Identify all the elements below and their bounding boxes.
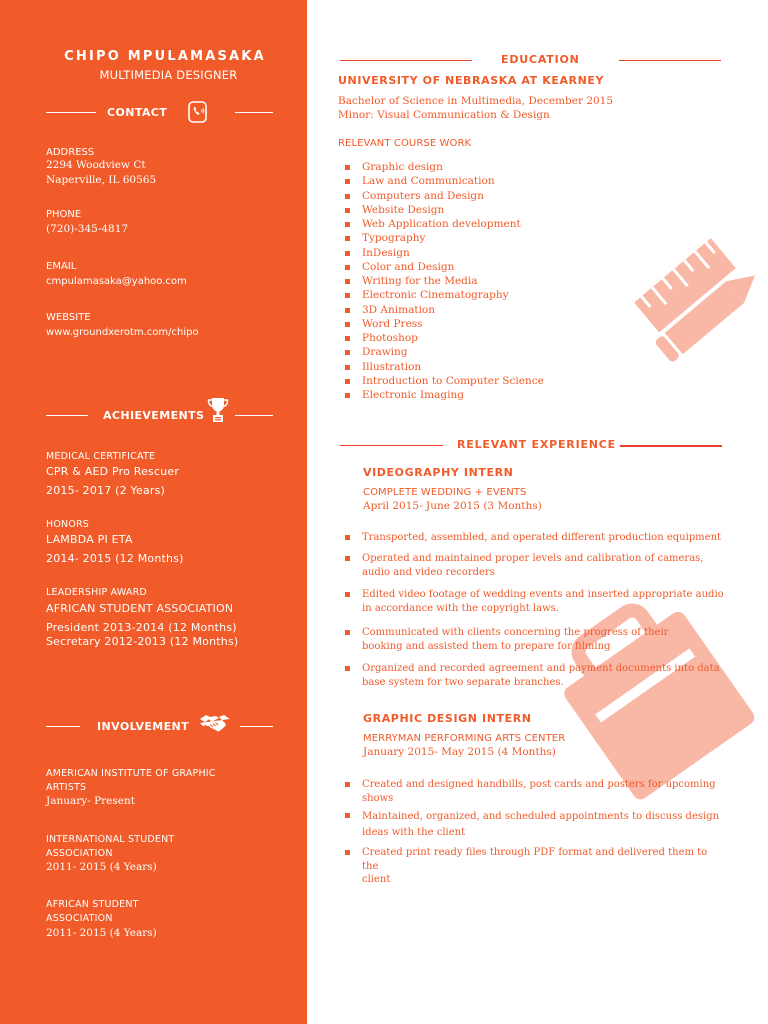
bullet <box>345 265 350 270</box>
course-name: Writing for the Media <box>362 275 478 287</box>
duty-line: base system for two separate branches. <box>362 676 564 688</box>
course-name: Typography <box>362 232 426 245</box>
education-heading-label: EDUCATION <box>501 53 580 66</box>
involvement-date: 2011- 2015 (4 Years) <box>46 927 157 939</box>
duty-item <box>345 552 725 579</box>
list-item <box>345 160 544 174</box>
pencil-ruler-icon <box>617 196 768 366</box>
bullet <box>345 179 350 184</box>
list-item <box>345 246 544 260</box>
course-name: Photoshop <box>362 332 418 344</box>
list-item <box>345 174 544 188</box>
duty-line: Edited video footage of wedding events and inserted appropriate audio <box>362 589 724 600</box>
duty-item <box>345 662 725 689</box>
duty-line: Maintained, organized, and scheduled appointments to discuss design <box>362 811 720 822</box>
course-name: Web Application development <box>362 218 521 230</box>
heading-rule <box>46 112 96 113</box>
achievement-title: LAMBDA PI ETA <box>46 533 133 546</box>
bullet <box>345 850 350 855</box>
achievement-date: Secretary 2012-2013 (12 Months) <box>46 635 239 648</box>
heading-rule <box>620 445 722 447</box>
bullet <box>345 279 350 284</box>
job-dates: April 2015- June 2015 (3 Months) <box>363 500 542 512</box>
list-item <box>345 189 544 203</box>
minor: Minor: Visual Communication & Design <box>338 109 550 121</box>
list-item <box>345 231 544 245</box>
involvement-name: AFRICAN STUDENT <box>46 899 139 910</box>
duty-line: in accordance with the copyright laws. <box>362 602 559 614</box>
duty-line: Organized and recorded agreement and payment documents into data <box>362 663 720 674</box>
coursework-label: RELEVANT COURSE WORK <box>338 138 472 149</box>
list-item <box>345 317 544 331</box>
job-dates: January 2015- May 2015 (4 Months) <box>363 746 556 758</box>
duty-line: booking and assisted them to prepare for filming <box>362 640 611 652</box>
address-line2: Naperville, IL 60565 <box>46 174 157 186</box>
involvement-heading <box>0 714 307 740</box>
bullet <box>345 293 350 298</box>
duty-line: Operated and maintained proper levels and calibration of cameras, <box>362 553 704 564</box>
bullet <box>345 535 350 540</box>
list-item <box>345 288 544 302</box>
list-item <box>345 331 544 345</box>
bullet <box>345 308 350 313</box>
achievement-label: LEADERSHIP AWARD <box>46 587 147 598</box>
phone-label: PHONE <box>46 209 82 220</box>
company-name: MERRYMAN PERFORMING ARTS CENTER <box>363 733 566 744</box>
achievements-heading-label: ACHIEVEMENTS <box>103 409 205 422</box>
phone-icon <box>186 100 210 129</box>
heading-rule <box>340 445 443 446</box>
heading-rule <box>619 60 721 61</box>
candidate-name: CHIPO MPULAMASAKA <box>64 49 266 64</box>
education-heading <box>307 49 768 69</box>
list-item <box>345 360 544 374</box>
bullet <box>345 365 350 370</box>
achievement-title: CPR & AED Pro Rescuer <box>46 465 180 478</box>
course-name: Computers and Design <box>362 189 484 202</box>
duty-line: audio and video recorders <box>362 566 495 578</box>
bullet <box>345 336 350 341</box>
bullet <box>345 379 350 384</box>
duty-line: client <box>362 874 391 885</box>
sidebar <box>0 0 307 1024</box>
website-link[interactable]: www.groundxerotm.com/chipo <box>46 327 199 338</box>
job-company <box>363 732 565 746</box>
email-label: EMAIL <box>46 261 77 272</box>
bullet <box>345 813 350 818</box>
course-name: Introduction to Computer Science <box>362 374 544 387</box>
bullet <box>345 251 350 256</box>
heading-rule <box>46 726 80 727</box>
duty-item <box>345 846 725 887</box>
achievements-heading <box>0 403 307 429</box>
contact-heading-label: CONTACT <box>107 106 168 119</box>
bullet <box>345 350 350 355</box>
heading-rule <box>340 60 472 61</box>
heading-rule <box>235 112 273 113</box>
achievement-label: HONORS <box>46 519 90 530</box>
course-name: Website Design <box>362 203 445 216</box>
job-title: VIDEOGRAPHY INTERN <box>363 466 514 479</box>
duty-item <box>345 626 725 653</box>
involvement-name: ASSOCIATION <box>46 848 113 859</box>
duty-line: Communicated with clients concerning the progress of their <box>362 627 669 638</box>
website-label: WEBSITE <box>46 312 91 323</box>
list-item <box>345 217 544 231</box>
email-link[interactable]: cmpulamasaka@yahoo.com <box>46 276 187 287</box>
degree: Bachelor of Science in Multimedia, December 2015 <box>338 95 614 107</box>
achievement-label: MEDICAL CERTIFICATE <box>46 451 156 462</box>
bullet <box>345 165 350 170</box>
bullet <box>345 194 350 199</box>
duty-item <box>345 588 725 615</box>
address-line1: 2294 Woodview Ct <box>46 159 146 171</box>
bullet <box>345 208 350 213</box>
duty-item <box>345 809 725 841</box>
list-item <box>345 374 544 388</box>
address-label: ADDRESS <box>46 147 95 158</box>
involvement-name: ASSOCIATION <box>46 913 113 924</box>
duty-line: Transported, assembled, and operated different production equipment <box>362 532 722 543</box>
duty-item <box>345 531 725 545</box>
heading-rule <box>235 415 273 416</box>
course-name: Drawing <box>362 346 408 359</box>
bullet <box>345 666 350 671</box>
contact-heading <box>0 100 307 126</box>
bullet <box>345 630 350 635</box>
handshake-icon <box>199 712 231 741</box>
experience-heading-label: RELEVANT EXPERIENCE <box>457 438 616 451</box>
duty-line: ideas with the client <box>362 827 466 838</box>
experience-heading <box>307 434 768 454</box>
bullet <box>345 592 350 597</box>
achievement-title: AFRICAN STUDENT ASSOCIATION <box>46 602 234 615</box>
duty-line: shows <box>362 792 394 804</box>
involvement-date: January- Present <box>46 795 135 807</box>
course-name: Color and Design <box>362 260 455 273</box>
course-name: Electronic Imaging <box>362 389 464 401</box>
involvement-name: INTERNATIONAL STUDENT <box>46 834 175 845</box>
course-name: Electronic Cinematography <box>362 289 509 302</box>
involvement-heading-label: INVOLVEMENT <box>97 720 190 733</box>
involvement-name: AMERICAN INSTITUTE OF GRAPHIC <box>46 768 216 779</box>
bullet <box>345 782 350 787</box>
company-name: COMPLETE WEDDING + EVENTS <box>363 487 527 498</box>
bag-decoration-icon <box>537 588 768 808</box>
heading-rule <box>240 726 273 727</box>
duty-line: Created print ready files through PDF format and delivered them to the <box>362 847 708 872</box>
achievement-date: 2014- 2015 (12 Months) <box>46 552 184 565</box>
bullet <box>345 322 350 327</box>
job-title: GRAPHIC DESIGN INTERN <box>363 712 532 725</box>
course-name: InDesign <box>362 246 410 259</box>
list-item <box>345 345 544 359</box>
achievement-date: President 2013-2014 (12 Months) <box>46 621 237 634</box>
school-name: UNIVERSITY OF NEBRASKA AT KEARNEY <box>338 74 605 87</box>
course-name: Illustration <box>362 360 422 373</box>
list-item <box>345 388 544 402</box>
list-item <box>345 203 544 217</box>
course-name: Law and Communication <box>362 175 495 188</box>
course-name: 3D Animation <box>362 303 436 316</box>
heading-rule <box>46 415 88 416</box>
achievement-date: 2015- 2017 (2 Years) <box>46 484 166 497</box>
list-item <box>345 260 544 274</box>
bullet <box>345 222 350 227</box>
candidate-title: MULTIMEDIA DESIGNER <box>99 68 238 82</box>
list-item <box>345 303 544 317</box>
bullet <box>345 236 350 241</box>
course-name: Word Press <box>362 317 423 330</box>
duty-item <box>345 778 725 805</box>
duty-line: Created and designed handbills, post cards and posters for upcoming <box>362 779 716 790</box>
bullet <box>345 556 350 561</box>
job-company <box>363 486 526 500</box>
involvement-name: ARTISTS <box>46 782 87 793</box>
involvement-date: 2011- 2015 (4 Years) <box>46 861 157 873</box>
main-content <box>307 0 768 1024</box>
bullet <box>345 393 350 398</box>
course-name: Graphic design <box>362 161 443 173</box>
phone-number: (720)-345-4817 <box>46 223 129 235</box>
course-list <box>345 160 544 402</box>
trophy-icon <box>206 395 230 428</box>
list-item <box>345 274 544 288</box>
